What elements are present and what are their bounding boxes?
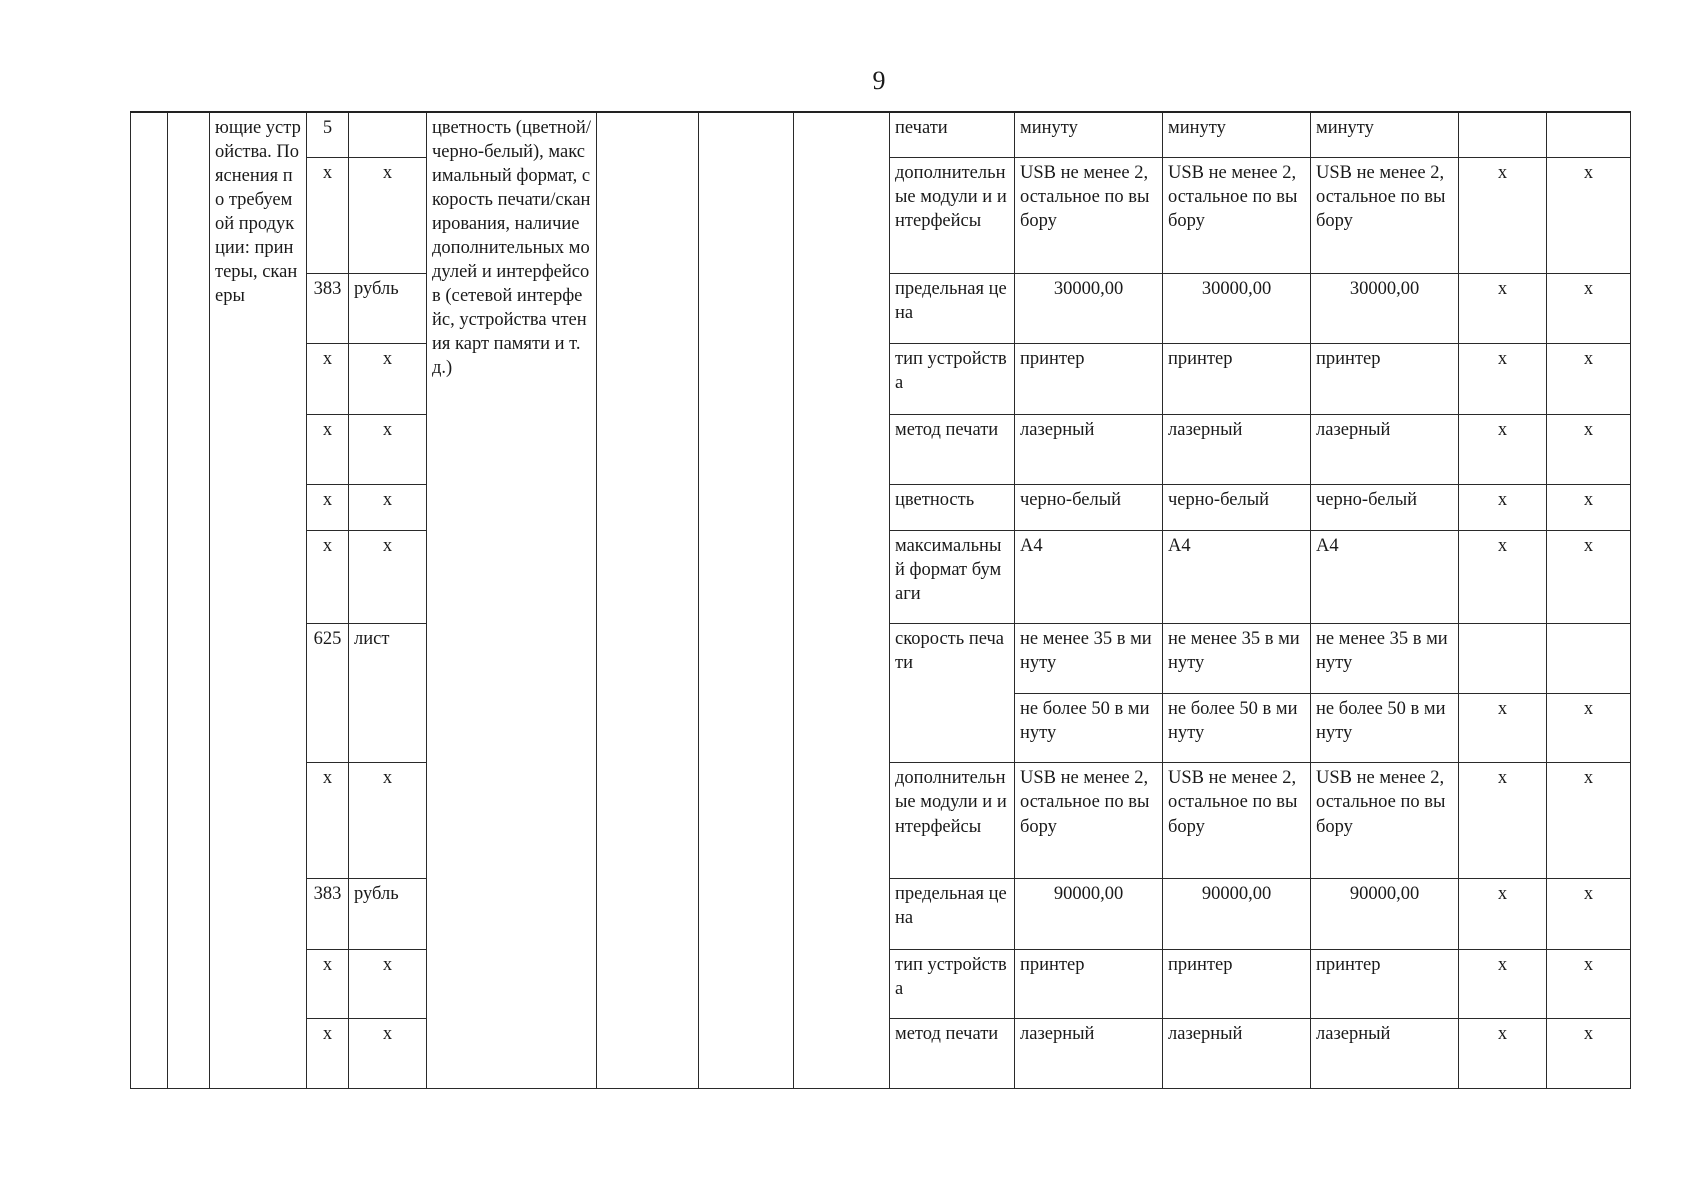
value-cell-2: минуту bbox=[1163, 112, 1311, 157]
x-cell: х bbox=[1547, 344, 1631, 415]
value-cell-1: минуту bbox=[1015, 112, 1163, 157]
value-cell-3: принтер bbox=[1311, 344, 1459, 415]
unit-cell: х bbox=[349, 949, 427, 1019]
code-cell: 625 bbox=[307, 624, 349, 763]
empty-cell bbox=[131, 112, 168, 1089]
value-cell-2: не более 50 в минуту bbox=[1163, 693, 1311, 763]
value-cell-1: лазерный bbox=[1015, 414, 1163, 485]
x-cell bbox=[1459, 624, 1547, 694]
value-cell-1: USB не менее 2, остальное по выбору bbox=[1015, 763, 1163, 879]
parameter-cell: предельная цена bbox=[890, 273, 1015, 344]
value-cell-3: не менее 35 в минуту bbox=[1311, 624, 1459, 694]
parameter-cell: предельная цена bbox=[890, 879, 1015, 950]
unit-cell: х bbox=[349, 414, 427, 485]
x-cell: х bbox=[1459, 344, 1547, 415]
x-cell: х bbox=[1459, 949, 1547, 1019]
value-cell-3: 30000,00 bbox=[1311, 273, 1459, 344]
product-name-cell: ющие устройства. Пояснения по требуемой продукции: принтеры, сканеры bbox=[210, 112, 307, 1089]
value-cell-3: лазерный bbox=[1311, 1019, 1459, 1089]
code-cell: 5 bbox=[307, 112, 349, 157]
x-cell: х bbox=[1547, 530, 1631, 624]
x-cell: х bbox=[1459, 763, 1547, 879]
x-cell: х bbox=[1547, 949, 1631, 1019]
x-cell: х bbox=[1547, 485, 1631, 530]
value-cell-1: принтер bbox=[1015, 949, 1163, 1019]
value-cell-3: черно-белый bbox=[1311, 485, 1459, 530]
unit-cell: лист bbox=[349, 624, 427, 763]
unit-cell: х bbox=[349, 530, 427, 624]
x-cell: х bbox=[1547, 273, 1631, 344]
x-cell: х bbox=[1547, 1019, 1631, 1089]
x-cell: х bbox=[1547, 693, 1631, 763]
code-cell: 383 bbox=[307, 879, 349, 950]
value-cell-3: не более 50 в минуту bbox=[1311, 693, 1459, 763]
unit-cell: рубль bbox=[349, 879, 427, 950]
x-cell: х bbox=[1547, 879, 1631, 950]
x-cell bbox=[1459, 112, 1547, 157]
value-cell-2: не менее 35 в минуту bbox=[1163, 624, 1311, 694]
value-cell-2: 90000,00 bbox=[1163, 879, 1311, 950]
value-cell-2: черно-белый bbox=[1163, 485, 1311, 530]
table-row bbox=[131, 112, 1631, 157]
characteristics-description-cell: цветность (цветной/черно-белый), максимальный формат, скорость печати/сканирования, наличие дополнительных модулей и интерфейсов (сетевой интерфейс, устройства чтения карт памяти и т.д.) bbox=[427, 112, 597, 1089]
parameter-cell: тип устройства bbox=[890, 949, 1015, 1019]
code-cell: 383 bbox=[307, 273, 349, 344]
unit-cell: х bbox=[349, 157, 427, 273]
value-cell-2: лазерный bbox=[1163, 1019, 1311, 1089]
x-cell bbox=[1547, 112, 1631, 157]
x-cell: х bbox=[1459, 693, 1547, 763]
value-cell-3: USB не менее 2, остальное по выбору bbox=[1311, 157, 1459, 273]
value-cell-3: принтер bbox=[1311, 949, 1459, 1019]
code-cell: х bbox=[307, 763, 349, 879]
code-cell: х bbox=[307, 344, 349, 415]
x-cell: х bbox=[1547, 763, 1631, 879]
empty-cell bbox=[794, 112, 890, 1089]
code-cell: х bbox=[307, 485, 349, 530]
parameter-cell: метод печати bbox=[890, 1019, 1015, 1089]
parameter-cell: дополнительные модули и интерфейсы bbox=[890, 157, 1015, 273]
value-cell-3: А4 bbox=[1311, 530, 1459, 624]
parameter-cell: печати bbox=[890, 112, 1015, 157]
x-cell: х bbox=[1547, 157, 1631, 273]
value-cell-1: 90000,00 bbox=[1015, 879, 1163, 950]
code-cell: х bbox=[307, 1019, 349, 1089]
value-cell-2: принтер bbox=[1163, 949, 1311, 1019]
x-cell: х bbox=[1547, 414, 1631, 485]
x-cell: х bbox=[1459, 485, 1547, 530]
value-cell-1: лазерный bbox=[1015, 1019, 1163, 1089]
parameter-cell: цветность bbox=[890, 485, 1015, 530]
x-cell: х bbox=[1459, 1019, 1547, 1089]
unit-cell: х bbox=[349, 763, 427, 879]
value-cell-1: принтер bbox=[1015, 344, 1163, 415]
empty-cell bbox=[168, 112, 210, 1089]
value-cell-1: не менее 35 в минуту bbox=[1015, 624, 1163, 694]
x-cell: х bbox=[1459, 157, 1547, 273]
x-cell bbox=[1547, 624, 1631, 694]
parameter-cell: максимальный формат бумаги bbox=[890, 530, 1015, 624]
parameter-cell: тип устройства bbox=[890, 344, 1015, 415]
code-cell: х bbox=[307, 530, 349, 624]
value-cell-2: USB не менее 2, остальное по выбору bbox=[1163, 763, 1311, 879]
empty-cell bbox=[597, 112, 699, 1089]
value-cell-2: принтер bbox=[1163, 344, 1311, 415]
parameter-cell: дополнительные модули и интерфейсы bbox=[890, 763, 1015, 879]
value-cell-3: 90000,00 bbox=[1311, 879, 1459, 950]
value-cell-2: 30000,00 bbox=[1163, 273, 1311, 344]
value-cell-2: лазерный bbox=[1163, 414, 1311, 485]
value-cell-3: USB не менее 2, остальное по выбору bbox=[1311, 763, 1459, 879]
code-cell: х bbox=[307, 949, 349, 1019]
unit-cell bbox=[349, 112, 427, 157]
value-cell-1: А4 bbox=[1015, 530, 1163, 624]
x-cell: х bbox=[1459, 879, 1547, 950]
code-cell: х bbox=[307, 157, 349, 273]
value-cell-2: USB не менее 2, остальное по выбору bbox=[1163, 157, 1311, 273]
code-cell: х bbox=[307, 414, 349, 485]
parameter-cell: метод печати bbox=[890, 414, 1015, 485]
parameter-cell: скорость печати bbox=[890, 624, 1015, 763]
unit-cell: х bbox=[349, 485, 427, 530]
specification-table bbox=[130, 111, 1631, 1089]
page-number: 9 bbox=[872, 66, 886, 95]
value-cell-1: черно-белый bbox=[1015, 485, 1163, 530]
value-cell-3: лазерный bbox=[1311, 414, 1459, 485]
x-cell: х bbox=[1459, 530, 1547, 624]
x-cell: х bbox=[1459, 414, 1547, 485]
x-cell: х bbox=[1459, 273, 1547, 344]
value-cell-2: А4 bbox=[1163, 530, 1311, 624]
value-cell-1: 30000,00 bbox=[1015, 273, 1163, 344]
value-cell-1: не более 50 в минуту bbox=[1015, 693, 1163, 763]
unit-cell: х bbox=[349, 344, 427, 415]
empty-cell bbox=[699, 112, 794, 1089]
value-cell-3: минуту bbox=[1311, 112, 1459, 157]
unit-cell: рубль bbox=[349, 273, 427, 344]
unit-cell: х bbox=[349, 1019, 427, 1089]
value-cell-1: USB не менее 2, остальное по выбору bbox=[1015, 157, 1163, 273]
